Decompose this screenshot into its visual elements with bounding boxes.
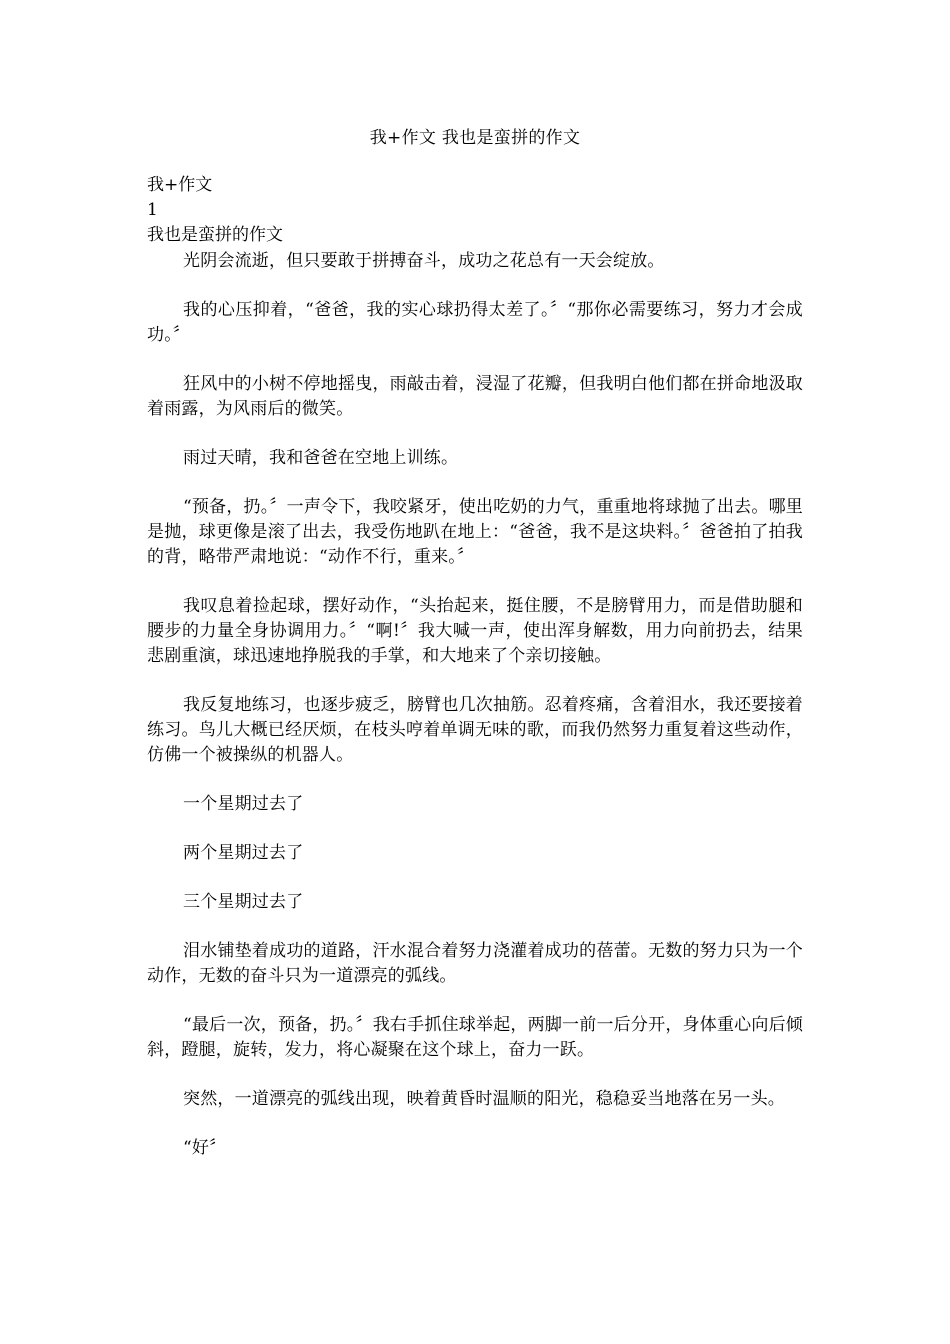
paragraph: “好〞 xyxy=(183,1138,227,1158)
paragraph: “预备，扔。〞一声令下，我咬紧牙，使出吃奶的力气，重重地将球抛了出去。哪里是抛，球更像是滚了出去，我受伤地趴在地上：“爸爸，我不是这块料。〞爸爸拍了拍我的背，略带严肃地说：“动作不行，重来。〞 xyxy=(147,497,803,567)
heading-line-number: 1 xyxy=(147,200,158,220)
paragraph: 雨过天晴，我和爸爸在空地上训练。 xyxy=(183,448,459,468)
paragraph: “最后一次，预备，扔。〞我右手抓住球举起，两脚一前一后分开，身体重心向后倾斜，蹬腿，旋转，发力，将心凝聚在这个球上，奋力一跃。 xyxy=(147,1015,803,1060)
document-title: 我+作文 我也是蛮拼的作文 xyxy=(369,128,581,148)
paragraph: 三个星期过去了 xyxy=(183,892,304,912)
paragraph: 一个星期过去了 xyxy=(183,794,304,814)
paragraph: 我叹息着捡起球，摆好动作，“头抬起来，挺住腰，不是膀臂用力，而是借助腿和腰步的力量全身协调用力。〞“啊!〞我大喊一声，使出浑身解数，用力向前扔去，结果悲剧重演，球迅速地挣脱我的手掌，和大地来了个亲切接触。 xyxy=(147,596,803,666)
heading-line-category: 我+作文 xyxy=(147,175,213,195)
paragraph: 突然，一道漂亮的弧线出现，映着黄昏时温顺的阳光，稳稳妥当地落在另一头。 xyxy=(183,1089,785,1109)
paragraph: 光阴会流逝，但只要敢于拼搏奋斗，成功之花总有一天会绽放。 xyxy=(183,251,665,271)
paragraph: 泪水铺垫着成功的道路，汗水混合着努力浇灌着成功的蓓蕾。无数的努力只为一个动作，无数的奋斗只为一道漂亮的弧线。 xyxy=(147,941,803,986)
article-body xyxy=(147,249,803,1185)
paragraph: 两个星期过去了 xyxy=(183,843,304,863)
paragraph: 狂风中的小树不停地摇曳，雨敲击着，浸湿了花瓣，但我明白他们都在拼命地汲取着雨露，为风雨后的微笑。 xyxy=(147,374,803,419)
paragraph: 我反复地练习，也逐步疲乏，膀臂也几次抽筋。忍着疼痛，含着泪水，我还要接着练习。鸟儿大概已经厌烦，在枝头哼着单调无味的歌，而我仍然努力重复着这些动作，仿佛一个被操纵的机器人。 xyxy=(147,695,803,765)
heading-line-subtitle: 我也是蛮拼的作文 xyxy=(147,225,283,245)
paragraph: 我的心压抑着，“爸爸，我的实心球扔得太差了。〞“那你必需要练习，努力才会成功。〞 xyxy=(147,300,803,345)
